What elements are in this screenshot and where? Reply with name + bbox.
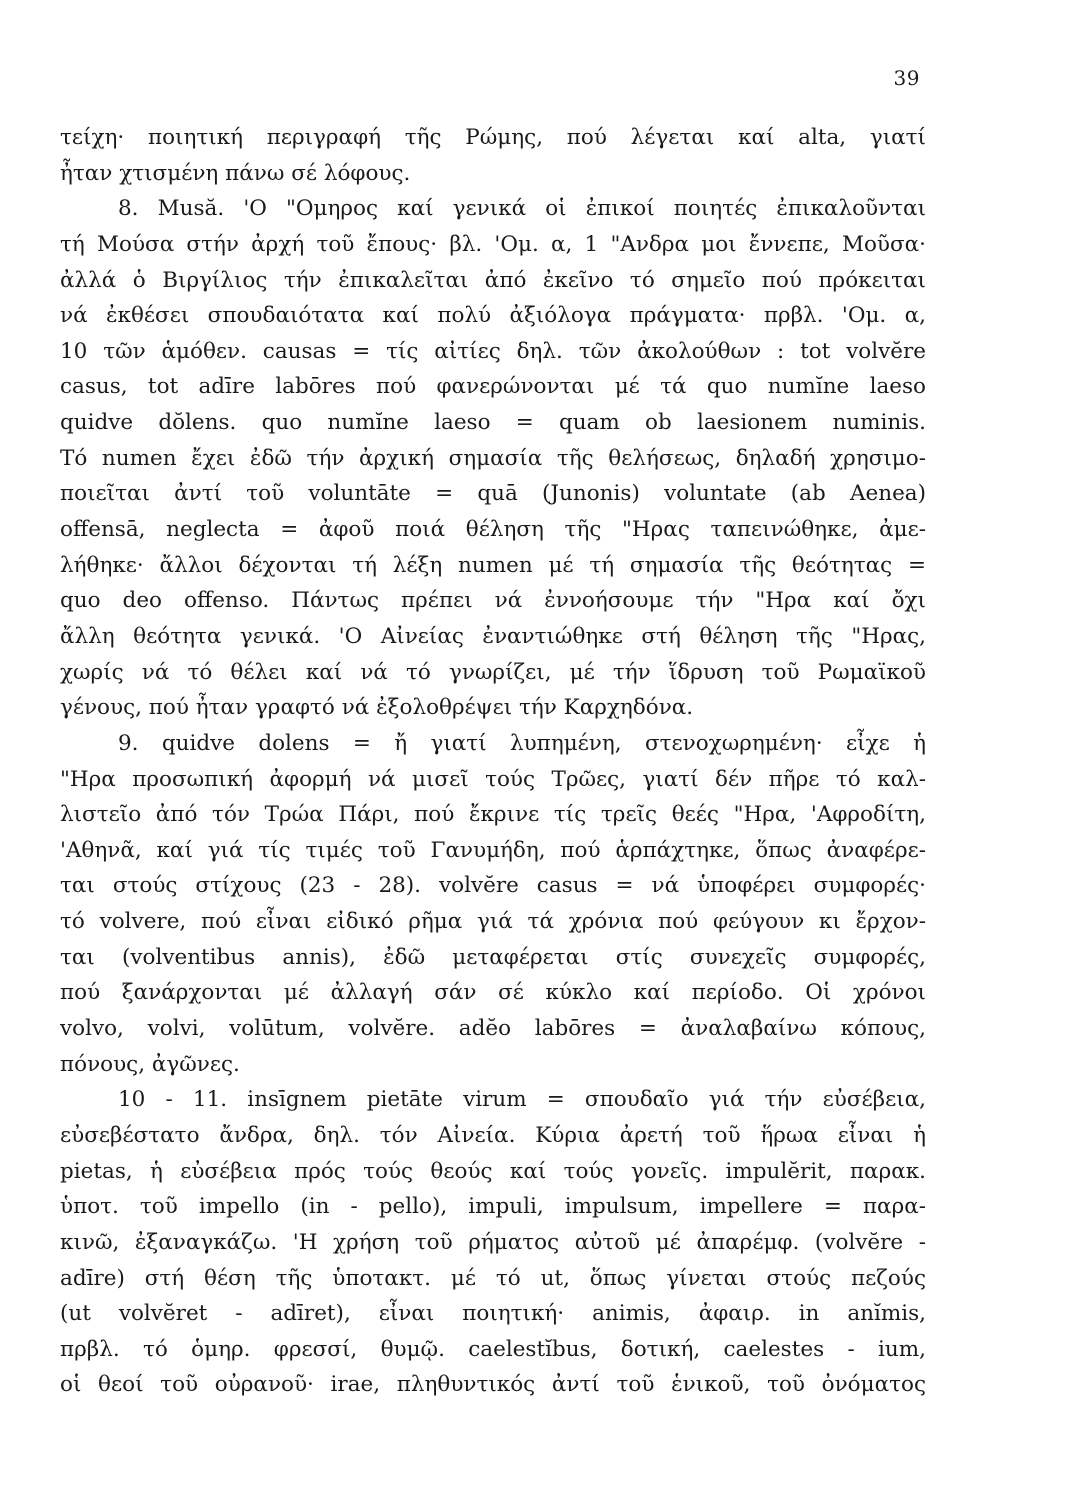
text-line: 10 τῶν ἁμόθεν. causas = τίς αἰτίες δηλ. τῶν ἀκολούθων : tot volvĕre <box>60 338 926 364</box>
text-line: οἱ θεοί τοῦ οὐρανοῦ· irae, πληθυντικός ἀντί τοῦ ἑνικοῦ, τοῦ ὀνόματος <box>60 1372 926 1398</box>
text-line: πού ξανάρχονται μέ ἀλλαγή σάν σέ κύκλο καί περίοδο. Οἱ χρόνοι <box>60 980 926 1006</box>
text-line: νά ἐκθέσει σπουδαιότατα καί πολύ ἀξιόλογα πράγματα· πρβλ. 'Ομ. α, <box>60 303 926 329</box>
text-line: offensā, neglecta = ἀφοῦ ποιά θέληση τῆς "Ηρας ταπεινώθηκε, ἀμε- <box>60 517 926 543</box>
text-line: "Ηρα προσωπική ἀφορμή νά μισεῖ τούς Τρῶες, γιατί δέν πῆρε τό καλ- <box>60 766 926 792</box>
text-line: ὑποτ. τοῦ impello (in - pello), impuli, impulsum, impellere = παρα- <box>60 1194 926 1220</box>
text-line: ται (volventibus annis), ἐδῶ μεταφέρεται στίς συνεχεῖς συμφορές, <box>60 944 926 970</box>
commentary-text <box>60 120 926 1403</box>
text-line: adīre) στή θέση τῆς ὑποτακτ. μέ τό ut, ὅπως γίνεται στούς πεζούς <box>60 1265 926 1291</box>
text-line: 8. Musă. 'Ο "Ομηρος καί γενικά οἱ ἐπικοί ποιητές ἐπικαλοῦνται <box>118 196 926 222</box>
text-line: τείχη· ποιητική περιγραφή τῆς Ρώμης, πού λέγεται καί alta, γιατί <box>60 125 926 150</box>
text-line: τή Μούσα στήν ἀρχή τοῦ ἔπους· βλ. 'Ομ. α, 1 "Ανδρα μοι ἔννεπε, Μοῦσα· <box>60 231 926 257</box>
text-line: γένους, πού ἦταν γραφτό νά ἐξολοθρέψει τήν Καρχηδόνα. <box>60 695 694 721</box>
text-line: volvo, volvi, volūtum, volvĕre. adĕo labōres = ἀναλαβαίνω κόπους, <box>60 1016 926 1042</box>
text-line: χωρίς νά τό θέλει καί νά τό γνωρίζει, μέ τήν ἵδρυση τοῦ Ρωμαϊκοῦ <box>60 659 926 685</box>
text-line: pietas, ἡ εὐσέβεια πρός τούς θεούς καί τούς γονεῖς. impulĕrit, παρακ. <box>60 1158 926 1184</box>
text-line: 10 - 11. insīgnem pietāte virum = σπουδαῖο γιά τήν εὐσέβεια, <box>118 1087 926 1113</box>
text-line: ποιεῖται ἀντί τοῦ voluntāte = quā (Junonis) voluntate (ab Aenea) <box>60 481 926 507</box>
text-line: 'Αθηνᾶ, καί γιά τίς τιμές τοῦ Γανυμήδη, πού ἁρπάχτηκε, ὅπως ἀναφέρε- <box>60 837 926 863</box>
text-line: πρβλ. τό ὁμηρ. φρεσσί, θυμῷ. caelestĭbus, δοτική, caelestes - ium, <box>60 1336 926 1362</box>
text-line: ται στούς στίχους (23 - 28). volvĕre casus = νά ὑποφέρει συμφορές· <box>60 873 926 899</box>
text-line: Τό numen ἔχει ἐδῶ τήν ἀρχική σημασία τῆς θελήσεως, δηλαδή χρησιμο- <box>60 445 926 471</box>
text-line: (ut volvĕret - adīret), εἶναι ποιητική· animis, ἀφαιρ. in anĭmis, <box>60 1301 926 1327</box>
text-line: ἄλλη θεότητα γενικά. 'Ο Αἰνείας ἐναντιώθηκε στή θέληση τῆς "Ηρας, <box>60 623 926 649</box>
text-line: quo deo offenso. Πάντως πρέπει νά ἐννοήσουμε τήν "Ηρα καί ὄχι <box>60 588 926 614</box>
page-number: 39 <box>893 66 920 90</box>
text-line: ἦταν χτισμένη πάνω σέ λόφους. <box>60 160 411 186</box>
text-line: κινῶ, ἐξαναγκάζω. 'Η χρήση τοῦ ρήματος αὐτοῦ μέ ἀπαρέμφ. (volvĕre - <box>60 1229 926 1255</box>
text-line: τό volvere, πού εἶναι εἰδικό ρῆμα γιά τά χρόνια πού φεύγουν κι ἔρχον- <box>60 909 926 935</box>
text-line: ἀλλά ὁ Βιργίλιος τήν ἐπικαλεῖται ἀπό ἐκεῖνο τό σημεῖο πού πρόκειται <box>60 267 926 293</box>
text-line: quidve dŏlens. quo numĭne laeso = quam ob laesionem numinis. <box>60 410 926 436</box>
text-line: λήθηκε· ἄλλοι δέχονται τή λέξη numen μέ τή σημασία τῆς θεότητας = <box>60 552 926 578</box>
text-line: λιστεῖο ἀπό τόν Τρώα Πάρι, πού ἔκρινε τίς τρεῖς θεές "Ηρα, 'Αφροδίτη, <box>60 802 926 828</box>
text-line: εὐσεβέστατο ἄνδρα, δηλ. τόν Αἰνεία. Κύρια ἀρετή τοῦ ἥρωα εἶναι ἡ <box>60 1122 926 1148</box>
text-line: 9. quidve dolens = ἤ γιατί λυπημένη, στενοχωρημένη· εἶχε ἡ <box>118 730 926 756</box>
text-line: casus, tot adīre labōres πού φανερώνονται μέ τά quo numĭne laeso <box>60 374 926 400</box>
text-line: πόνους, ἀγῶνες. <box>60 1051 240 1077</box>
